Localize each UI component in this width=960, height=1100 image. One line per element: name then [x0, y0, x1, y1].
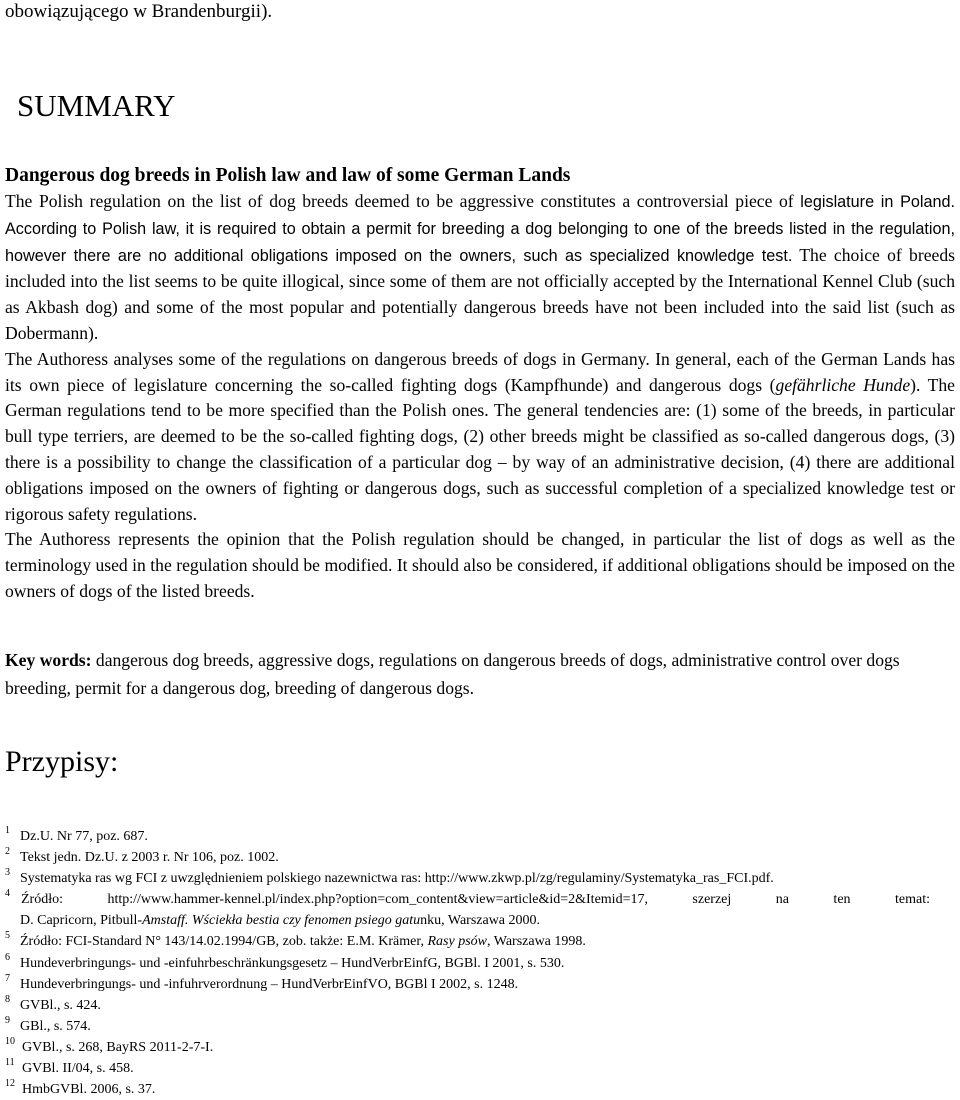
footnote-text: GVBl., s. 424. [20, 997, 101, 1013]
footnote-number: 3 [5, 867, 10, 879]
footnote-text: GVBl. II/04, s. 458. [22, 1061, 134, 1077]
summary-paragraph-1-part-b: The choice of breeds included into the list seems to be quite illogical, since some of them are not officially accepted by the International Kennel Club (such as Akbash dog) and some of the most popular and potentially dangerous breeds have not been included into the said list (such as Dobermann). [5, 244, 955, 343]
footnote-number: 5 [5, 930, 10, 942]
footnote-item [5, 1058, 930, 1079]
summary-paragraph-1 [5, 189, 955, 347]
footnote-number: 10 [5, 1035, 15, 1047]
keywords-text: dangerous dog breeds, aggressive dogs, regulations on dangerous breeds of dogs, administrative control over dogs breeding, permit for a dangerous dog, breeding of dangerous dogs. [5, 650, 900, 698]
footnote-number: 4 [5, 888, 10, 900]
footnote-text: HmbGVBl. 2006, s. 37. [22, 1082, 156, 1098]
footnote-item [5, 953, 930, 974]
summary-paragraph-2-part-a: The Authoress analyses some of the regulations on dangerous breeds of dogs in Germany. In general, each of the German Lands has its own piece of legislature concerning the so-called fighting dogs (Kampfhunde) and dangerous dogs ( [5, 348, 955, 395]
footnote-number: 1 [5, 825, 10, 836]
footnote-number: 8 [5, 993, 10, 1005]
summary-paragraph-1-sans: legislature in Poland. According to Polish law, it is required to obtain a permit for breeding a dog belonging to one of the breeds listed in the regulation, however there are no additional obligations imposed on the owners, such as specialized knowledge test. [5, 193, 955, 265]
footnote-item [5, 974, 930, 995]
footnotes-list [5, 826, 930, 1100]
footnote-text: Dz.U. Nr 77, poz. 687. [20, 829, 148, 844]
footnote-book-title: Rasy psów [427, 934, 487, 950]
footnote-text-line-1: Źródło: http://www.hammer-kennel.pl/index.php?option=com_content&view=article&id=2&Itemid=17, szerzej na ten temat: [21, 892, 930, 908]
summary-paragraph-2 [5, 347, 955, 528]
summary-paragraph-3: The Authoress represents the opinion that the Polish regulation should be changed, in particular the list of dogs as well as the terminology used in the regulation should be modified. It should also be considered, if additional obligations should be imposed on the owners of dogs of the listed breeds. [5, 529, 955, 601]
footnote-item [5, 931, 930, 952]
summary-title: Dangerous dog breeds in Polish law and law of some German Lands [5, 165, 571, 186]
footnote-text: GVBl., s. 268, BayRS 2011-2-7-I. [22, 1039, 214, 1055]
previous-page-fragment: obowiązującego w Brandenburgii). [5, 1, 273, 22]
keywords [5, 646, 955, 702]
footnote-number: 9 [5, 1014, 10, 1026]
footnote-item [5, 868, 930, 889]
footnote-number: 7 [5, 972, 10, 984]
footnote-item [5, 826, 930, 847]
footnote-book-title: Amstaff. Wściekła bestia czy fenomen psiego gatu [142, 913, 421, 929]
summary-heading: SUMMARY [17, 88, 176, 123]
footnotes-heading: Przypisy: [5, 745, 119, 778]
summary-paragraph-2-italic: gefährliche Hunde [775, 374, 911, 395]
footnote-item [5, 847, 930, 868]
summary-body [5, 163, 955, 605]
footnote-item [5, 1037, 930, 1058]
footnote-text: GBl., s. 574. [20, 1018, 91, 1034]
footnote-text: Systematyka ras wg FCI z uwzględnieniem polskiego nazewnictwa ras: http://www.zkwp.pl/zg/regulaminy/Systematyka_ras_FCI.pdf. [20, 871, 774, 887]
footnote-item [5, 1016, 930, 1037]
footnote-number: 6 [5, 951, 10, 963]
footnote-text-line-2 [20, 910, 930, 931]
footnote-number: 11 [5, 1057, 15, 1069]
keywords-label: Key words: [5, 650, 92, 670]
footnote-text: Tekst jedn. Dz.U. z 2003 r. Nr 106, poz. 1002. [20, 850, 279, 866]
footnote-author: D. Capricorn, Pitbull- [20, 913, 143, 929]
footnote-number: 2 [5, 846, 10, 858]
footnote-number: 12 [5, 1078, 15, 1090]
footnote-text-a: Źródło: FCI-Standard N° 143/14.02.1994/GB, zob. także: E.M. Krämer, [20, 934, 428, 950]
footnote-text: Hundeverbringungs- und -infuhrverordnung – HundVerbrEinfVO, BGBl I 2002, s. 1248. [20, 976, 519, 992]
summary-paragraph-2-part-b: ). The German regulations tend to be more specified than the Polish ones. The general tendencies are: (1) some of the breeds, in particular bull type terriers, are deemed to be the so-called fighting dogs, (2) other breeds might be classified as so-called dangerous dogs, (3) there is a possibility to change the classification of a particular dog – by way of an administrative decision, (4) there are additional obligations imposed on the owners of fighting or dangerous dogs, such as successful completion of a specialized knowledge test or rigorous safety regulations. [5, 374, 955, 524]
footnote-item [5, 889, 930, 931]
footnote-text: Hundeverbringungs- und -einfuhrbeschränkungsgesetz – HundVerbrEinfG, BGBl. I 2001, s. 530. [20, 955, 565, 971]
footnote-item [5, 995, 930, 1016]
footnote-publisher: nku, Warszawa 2000. [420, 913, 541, 929]
footnote-text-b: , Warszawa 1998. [486, 934, 586, 950]
summary-paragraph-1-part-a: The Polish regulation on the list of dog breeds deemed to be aggressive constitutes a controversial piece of [5, 191, 794, 211]
